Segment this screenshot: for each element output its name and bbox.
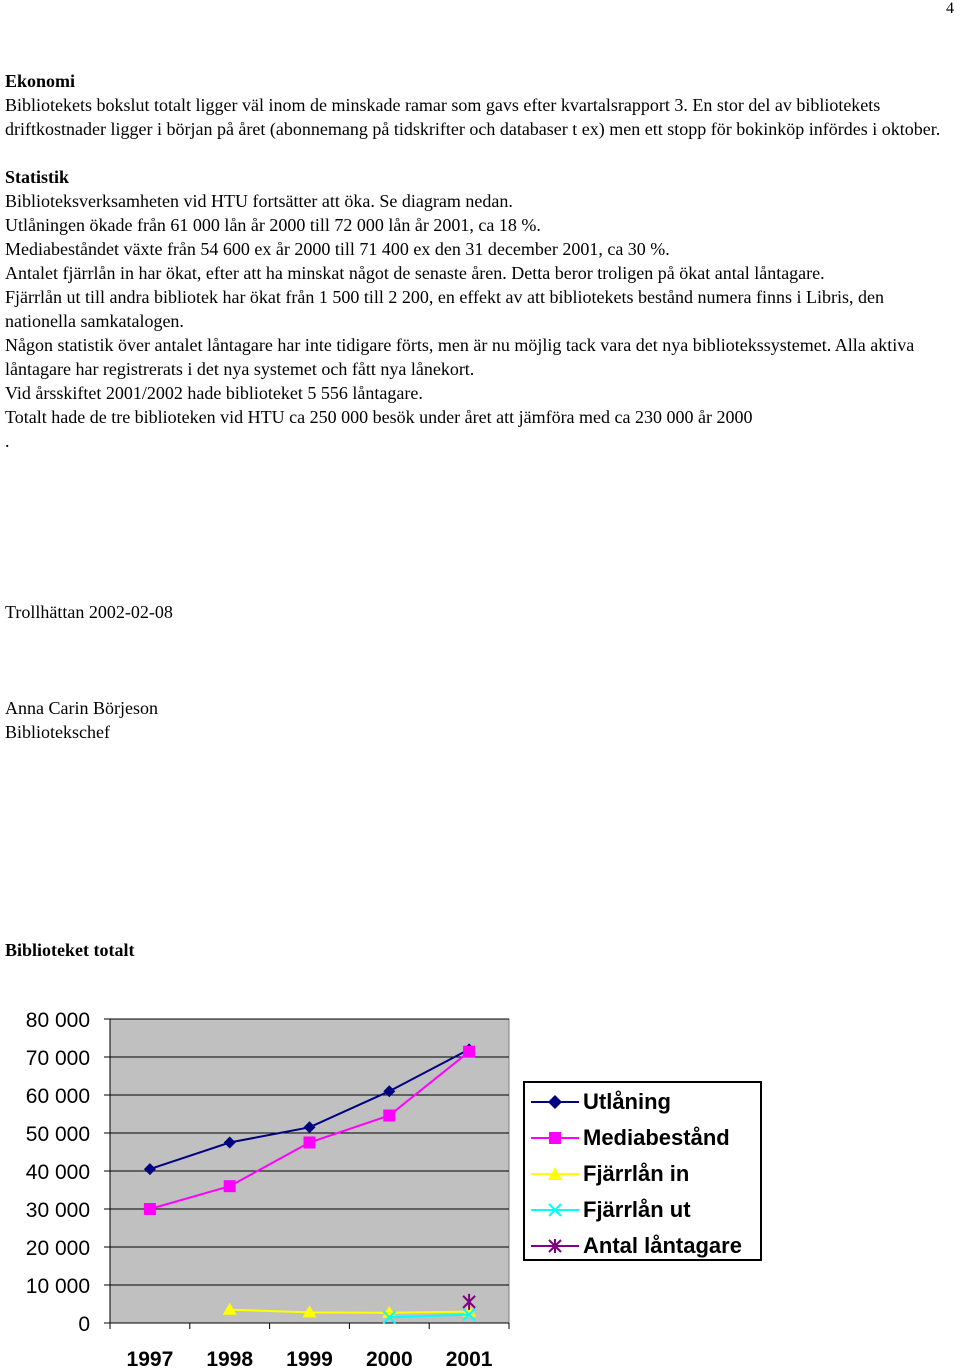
statistik-line: Någon statistik över antalet låntagare har inte tidigare förts, men är nu möjlig tack vara det nya bibliotekssystemet. Alla aktiva låntagare har registrerats i det nya systemet och fått nya lånekort. bbox=[5, 335, 915, 379]
signature-name: Anna Carin Börjeson bbox=[5, 698, 158, 718]
legend-star-marker-icon bbox=[531, 1236, 579, 1256]
legend-label: Mediabestånd bbox=[583, 1125, 730, 1150]
legend-x-marker-icon bbox=[531, 1200, 579, 1220]
section-heading-ekonomi: Ekonomi bbox=[5, 71, 76, 91]
statistik-line: Biblioteksverksamheten vid HTU fortsätter att öka. Se diagram nedan. bbox=[5, 191, 513, 211]
x-tick-label: 1997 bbox=[126, 1348, 174, 1371]
statistik-line: Totalt hade de tre biblioteken vid HTU ca 250 000 besök under året att jämföra med ca 230 000 år 2000 bbox=[5, 407, 753, 427]
x-tick-label: 2000 bbox=[365, 1348, 413, 1371]
document-body bbox=[5, 69, 957, 453]
legend-label: Fjärrlån in bbox=[583, 1161, 690, 1186]
data-point bbox=[463, 1046, 475, 1058]
spacer bbox=[5, 141, 957, 165]
legend-label: Antal låntagare bbox=[583, 1233, 742, 1258]
legend-square-marker-icon bbox=[531, 1128, 579, 1148]
legend-item-mediabestand bbox=[531, 1121, 730, 1155]
statistik-line: . bbox=[5, 431, 10, 451]
x-tick-label: 2001 bbox=[445, 1348, 493, 1371]
place-date: Trollhättan 2002-02-08 bbox=[5, 602, 173, 622]
x-tick-label: 1998 bbox=[206, 1348, 254, 1371]
chart-legend bbox=[523, 1081, 762, 1261]
line-chart bbox=[0, 990, 960, 1371]
section-heading-statistik: Statistik bbox=[5, 167, 70, 187]
statistik-line: Antalet fjärrlån in har ökat, efter att ha minskat något de senaste åren. Detta beror troligen på ökat antal låntagare. bbox=[5, 263, 825, 283]
legend-item-antal-lantagare bbox=[531, 1229, 742, 1263]
statistik-line: Fjärrlån ut till andra bibliotek har ökat från 1 500 till 2 200, en effekt av att bibliotekets bestånd numera finns i Libris, den nationella samkatalogen. bbox=[5, 287, 884, 331]
x-tick-label: 1999 bbox=[286, 1348, 333, 1371]
signature-block bbox=[5, 696, 158, 744]
y-tick-label: 40 000 bbox=[25, 1161, 90, 1184]
legend-label: Fjärrlån ut bbox=[583, 1197, 691, 1222]
statistik-line: Utlåningen ökade från 61 000 lån år 2000 till 72 000 lån år 2001, ca 18 %. bbox=[5, 215, 541, 235]
legend-triangle-marker-icon bbox=[531, 1164, 579, 1184]
y-tick-label: 20 000 bbox=[25, 1237, 90, 1260]
y-tick-label: 30 000 bbox=[25, 1199, 90, 1222]
data-point bbox=[383, 1110, 395, 1122]
y-tick-label: 10 000 bbox=[25, 1275, 90, 1298]
data-point bbox=[224, 1180, 236, 1192]
legend-label: Utlåning bbox=[583, 1089, 671, 1114]
legend-item-fjarrlan-in bbox=[531, 1157, 689, 1191]
legend-item-utlaning bbox=[531, 1085, 671, 1119]
y-tick-label: 50 000 bbox=[25, 1123, 90, 1146]
legend-item-fjarrlan-ut bbox=[531, 1193, 691, 1227]
y-tick-label: 80 000 bbox=[25, 1009, 90, 1032]
signature-role: Bibliotekschef bbox=[5, 722, 110, 742]
y-tick-label: 60 000 bbox=[25, 1085, 90, 1108]
legend-diamond-marker-icon bbox=[531, 1092, 579, 1112]
statistik-line: Vid årsskiftet 2001/2002 hade biblioteket 5 556 låntagare. bbox=[5, 383, 423, 403]
data-point bbox=[304, 1137, 316, 1149]
statistik-line: Mediabeståndet växte från 54 600 ex år 2000 till 71 400 ex den 31 december 2001, ca 30 %. bbox=[5, 239, 670, 259]
data-point bbox=[144, 1203, 156, 1215]
chart-title: Biblioteket totalt bbox=[5, 940, 135, 960]
paragraph-ekonomi: Bibliotekets bokslut totalt ligger väl inom de minskade ramar som gavs efter kvartalsrapport 3. En stor del av bibliotekets driftkostnader ligger i början på året (abonnemang på tidskrifter och databaser t ex) men ett stopp för bokinköp infördes i oktober. bbox=[5, 95, 941, 139]
y-tick-label: 70 000 bbox=[25, 1047, 90, 1070]
page-number: 4 bbox=[946, 0, 954, 17]
y-tick-label: 0 bbox=[78, 1313, 90, 1336]
